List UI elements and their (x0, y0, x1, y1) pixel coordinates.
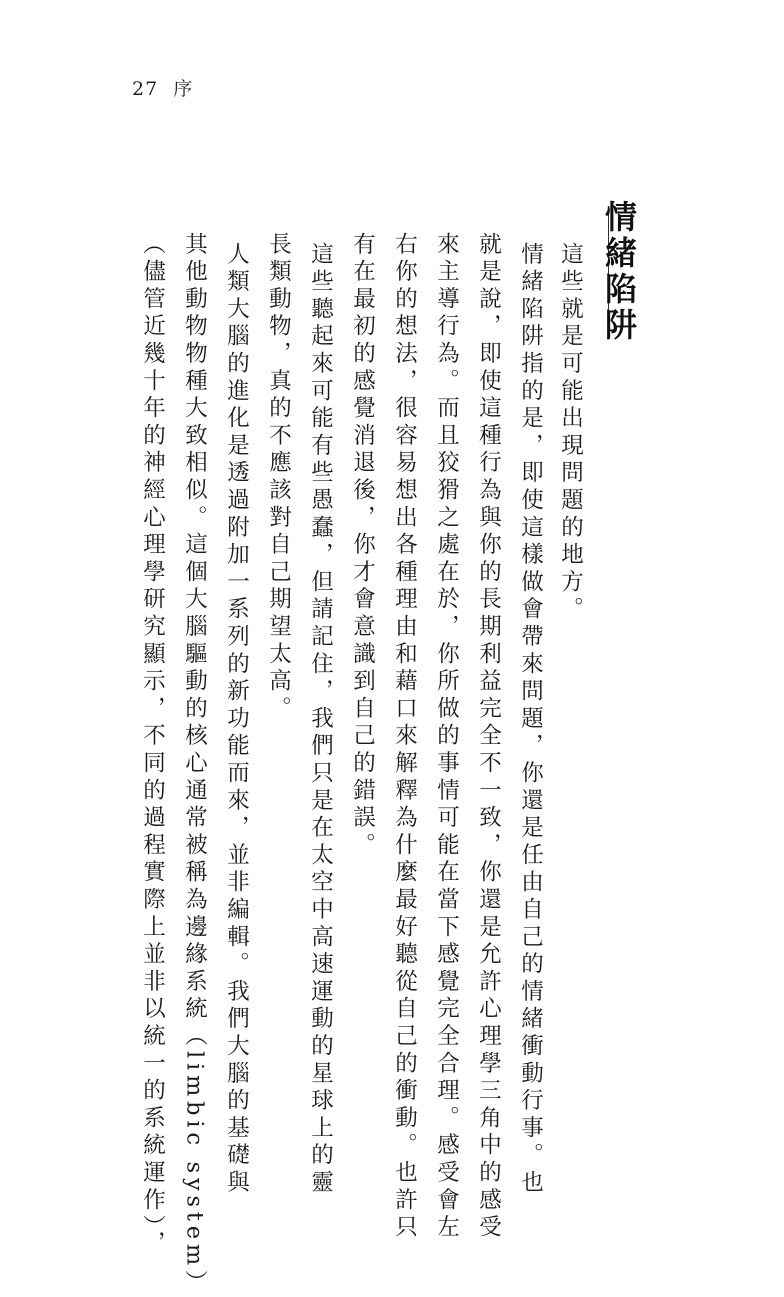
page-header (132, 74, 193, 101)
text-column: （儘管近幾十年的神經心理學研究顯示，不同的過程實際上並非以統一的系統運作）， (139, 232, 166, 1259)
text-column: 情緒陷阱指的是，即使這樣做會帶來問題，你還是任由自己的情緒衝動行事。也 (517, 242, 544, 1198)
text-column: 這些聽起來可能有些愚蠢，但請記住，我們只是在太空中高速運動的星球上的靈 (307, 242, 334, 1198)
running-title: 序 (173, 78, 194, 100)
text-column: 有在最初的感覺消退後，你才會意識到自己的錯誤。 (349, 232, 376, 860)
text-column: 就是說，即使這種行為與你的長期利益完全不一致，你還是允許心理學三角中的感受 (475, 232, 502, 1243)
text-column: 來主導行為。而且狡猾之處在於，你所做的事情可能在當下感覺完全合理。感受會左 (433, 232, 460, 1243)
text-column: 其他動物物種大致相似。這個大腦驅動的核心通常被稱為邊緣系統（limbic system） (181, 232, 208, 1297)
text-column: 人類大腦的進化是透過附加一系列的新功能而來，並非編輯。我們大腦的基礎與 (223, 242, 250, 1198)
text-column: 這些就是可能出現問題的地方。 (557, 242, 584, 625)
section-title: 情緒陷阱 (600, 200, 638, 344)
text-column: 右你的想法，很容易想出各種理由和藉口來解釋為什麼最好聽從自己的衝動。也許只 (391, 232, 418, 1243)
page-number: 27 (132, 78, 159, 100)
text-column: 長類動物，真的不應該對自己期望太高。 (265, 232, 292, 724)
